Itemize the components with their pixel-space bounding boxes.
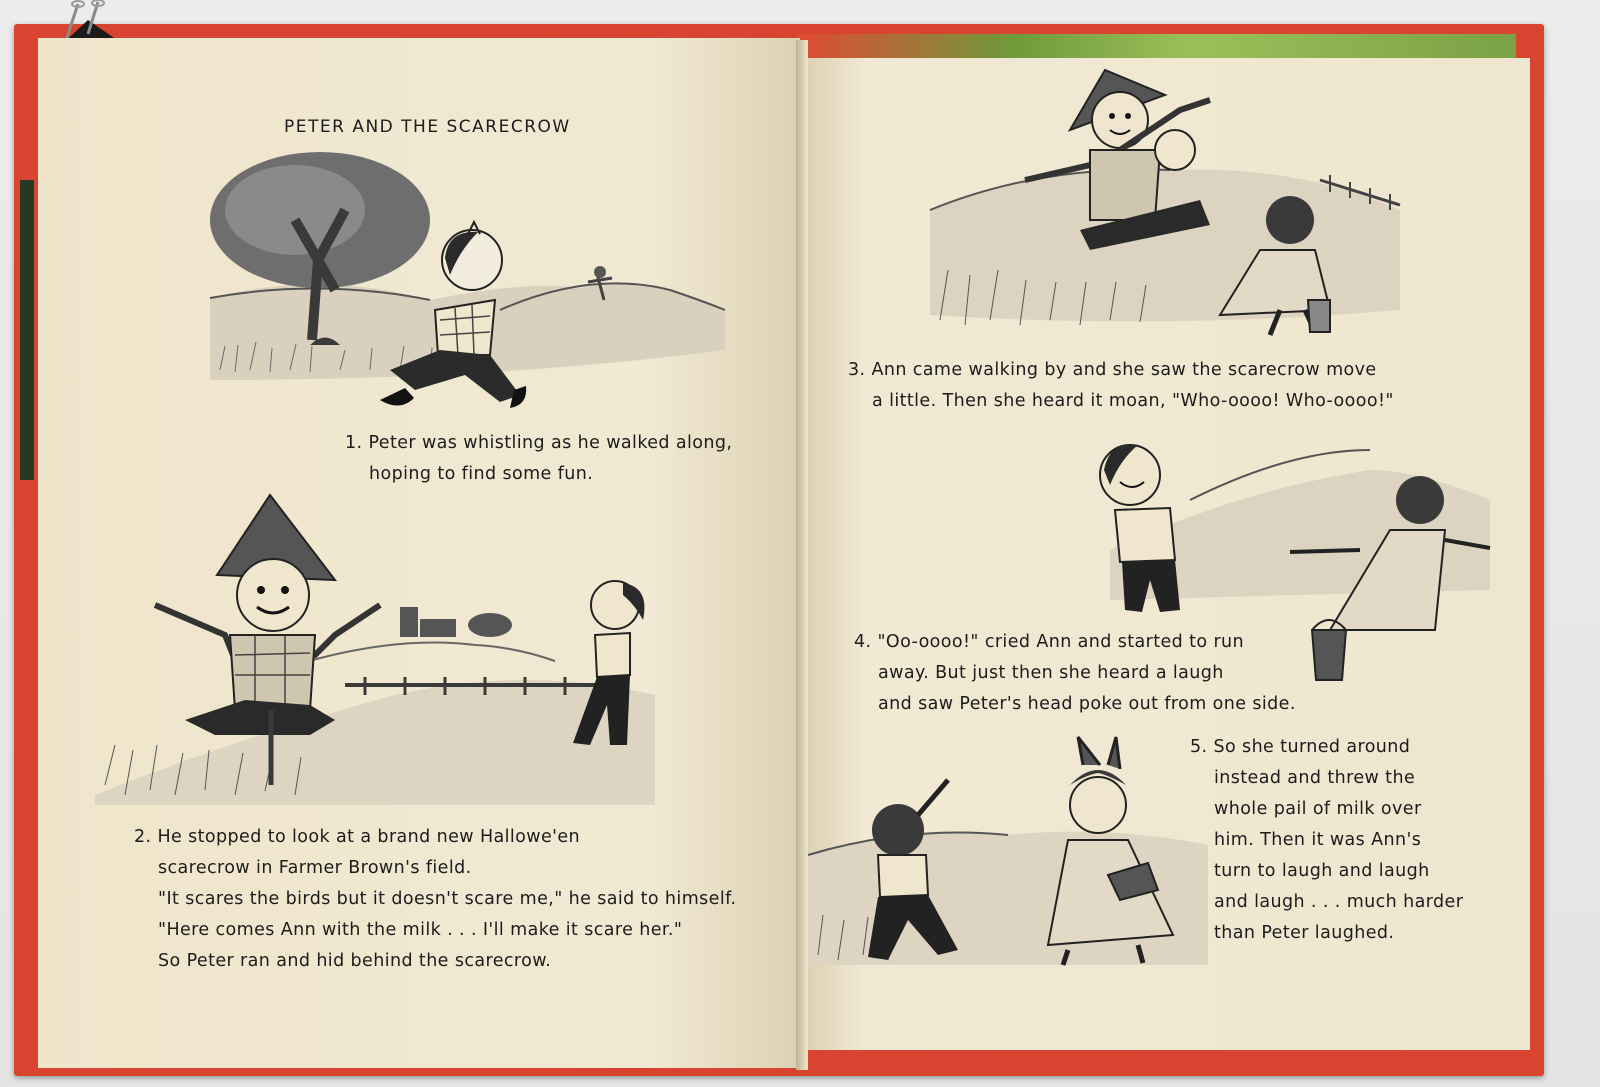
caption-4-number: 4. (854, 632, 872, 652)
caption-4-line-1: "Oo-oooo!" cried Ann and started to run (877, 632, 1245, 652)
caption-1 (345, 428, 732, 490)
caption-2-number: 2. (134, 827, 152, 847)
caption-1-number: 1. (345, 433, 363, 453)
illustration-peter-walking (200, 150, 740, 430)
caption-5 (1190, 732, 1463, 949)
caption-4-line-2: away. But just then she heard a laugh (878, 663, 1224, 683)
caption-4-line-3: and saw Peter's head poke out from one side. (878, 694, 1296, 714)
caption-2-line-1: He stopped to look at a brand new Hallowe'en (157, 827, 581, 847)
caption-3-line-2: a little. Then she heard it moan, "Who-oooo! Who-oooo!" (872, 391, 1394, 411)
caption-5-line-7: than Peter laughed. (1214, 923, 1395, 943)
caption-3-number: 3. (848, 360, 866, 380)
cover-spine-band (20, 180, 34, 480)
caption-5-line-5: turn to laugh and laugh (1214, 861, 1430, 881)
caption-5-line-6: and laugh . . . much harder (1214, 892, 1464, 912)
caption-5-line-2: instead and threw the (1214, 768, 1416, 788)
caption-5-number: 5. (1190, 737, 1208, 757)
story-title: PETER AND THE SCARECROW (284, 117, 571, 137)
caption-2-line-4: "Here comes Ann with the milk . . . I'll make it scare her." (158, 920, 683, 940)
caption-5-line-1: So she turned around (1213, 737, 1411, 757)
caption-3-line-1: Ann came walking by and she saw the scarecrow move (871, 360, 1377, 380)
illustration-ann-and-scarecrow (920, 70, 1420, 350)
caption-5-line-4: him. Then it was Ann's (1214, 830, 1422, 850)
caption-1-line-2: hoping to find some fun. (369, 464, 594, 484)
caption-3 (848, 355, 1394, 417)
caption-5-line-3: whole pail of milk over (1214, 799, 1422, 819)
caption-2-line-5: So Peter ran and hid behind the scarecrow. (158, 951, 552, 971)
caption-2-line-3: "It scares the birds but it doesn't scare me," he said to himself. (158, 889, 737, 909)
caption-1-line-1: Peter was whistling as he walked along, (368, 433, 733, 453)
caption-2-line-2: scarecrow in Farmer Brown's field. (158, 858, 472, 878)
book-gutter (796, 40, 808, 1070)
caption-2 (134, 822, 736, 977)
caption-4 (854, 627, 1296, 720)
illustration-milk-pour (808, 745, 1218, 985)
illustration-scarecrow-field (95, 495, 675, 805)
